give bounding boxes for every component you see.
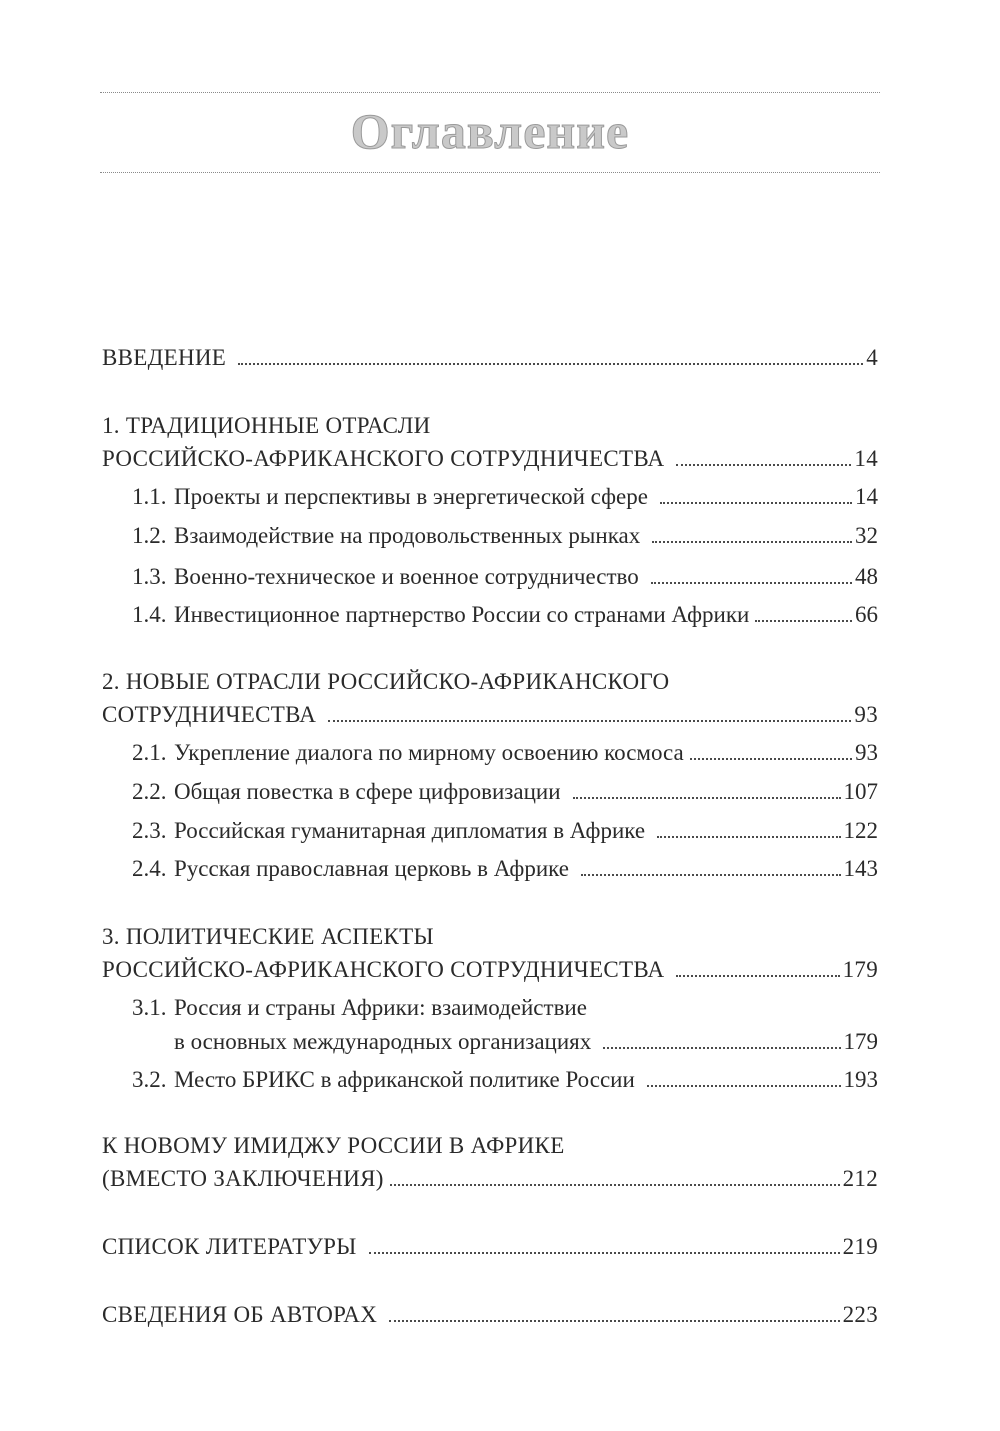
dot-leader: [652, 541, 852, 543]
toc-entry-label: Русская православная церковь в Африке: [174, 856, 569, 881]
dot-leader: [676, 464, 851, 466]
toc-page-number: 212: [842, 1166, 878, 1191]
toc-entry-authors[interactable]: [102, 1297, 878, 1333]
toc-conclusion-title-line1[interactable]: К НОВОМУ ИМИДЖУ РОССИИ В АФРИКЕ: [102, 1133, 565, 1158]
toc-entry-2-4[interactable]: [132, 851, 878, 887]
toc-entry-label: СПИСОК ЛИТЕРАТУРЫ: [102, 1234, 357, 1259]
toc-chapter-1-title-line1[interactable]: 1. ТРАДИЦИОННЫЕ ОТРАСЛИ: [102, 413, 431, 438]
toc-entry-1-4[interactable]: [132, 597, 878, 633]
toc-entry-2-2[interactable]: [132, 774, 878, 810]
toc-entry-label: в основных международных организациях: [174, 1029, 592, 1054]
section-number: 3.2.: [132, 1067, 167, 1092]
toc-page-number: 219: [842, 1234, 878, 1259]
section-number: 1.1.: [132, 484, 167, 509]
dot-leader: [755, 620, 852, 622]
section-number: 1.2.: [132, 523, 167, 548]
toc-entry-intro[interactable]: [102, 340, 878, 376]
toc-entry-3-2[interactable]: [132, 1062, 878, 1098]
toc-entry-label: Российская гуманитарная дипломатия в Африке: [174, 818, 646, 843]
dot-leader: [390, 1184, 840, 1186]
toc-entry-1-3[interactable]: [132, 559, 878, 595]
toc-page-number: 122: [843, 818, 878, 843]
toc-entry-label: Инвестиционное партнерство России со странами Африки: [174, 602, 750, 627]
dot-leader: [660, 502, 852, 504]
dot-leader: [647, 1085, 841, 1087]
section-number: 2.2.: [132, 779, 167, 804]
toc-entry-chapter-3[interactable]: [102, 952, 878, 988]
toc-page-number: 14: [854, 446, 878, 471]
toc-entry-1-1[interactable]: [132, 479, 878, 515]
toc-page-number: 66: [855, 602, 878, 627]
dot-leader: [657, 836, 840, 838]
section-number: 3.1.: [132, 995, 167, 1020]
dot-leader: [676, 975, 839, 977]
toc-entry-2-1[interactable]: [132, 735, 878, 771]
toc-entry-label: Укрепление диалога по мирному освоению космоса: [174, 740, 684, 765]
toc-page-number: 4: [866, 345, 878, 370]
dot-leader: [328, 720, 851, 722]
section-number: 1.3.: [132, 564, 167, 589]
dot-leader: [651, 582, 852, 584]
toc-entry-conclusion[interactable]: [102, 1161, 878, 1197]
bottom-rule: [100, 172, 880, 173]
toc-entry-2-3[interactable]: [132, 813, 878, 849]
toc-entry-label: Проекты и перспективы в энергетической сфере: [174, 484, 648, 509]
dot-leader: [603, 1047, 840, 1049]
page-title: Оглавление: [350, 103, 630, 159]
toc-entry-label: (ВМЕСТО ЗАКЛЮЧЕНИЯ): [102, 1166, 384, 1191]
dot-leader: [389, 1320, 839, 1322]
top-rule: [100, 92, 880, 93]
toc-page-number: 223: [842, 1302, 878, 1327]
toc-page-number: 32: [855, 523, 878, 548]
toc-page-number: 193: [843, 1067, 878, 1092]
toc-entry-label: РОССИЙСКО-АФРИКАНСКОГО СОТРУДНИЧЕСТВА: [102, 446, 665, 471]
toc-chapter-2-title-line1[interactable]: 2. НОВЫЕ ОТРАСЛИ РОССИЙСКО-АФРИКАНСКОГО: [102, 669, 670, 694]
toc-page-number: 48: [855, 564, 878, 589]
toc-page-number: 179: [843, 1029, 878, 1054]
toc-chapter-3-title-line1[interactable]: 3. ПОЛИТИЧЕСКИЕ АСПЕКТЫ: [102, 924, 434, 949]
section-number: 2.4.: [132, 856, 167, 881]
dot-leader: [581, 874, 841, 876]
toc-entry-3-1[interactable]: [174, 1024, 878, 1060]
toc-entry-label: СОТРУДНИЧЕСТВА: [102, 702, 317, 727]
toc-entry-references[interactable]: [102, 1229, 878, 1265]
dot-leader: [238, 363, 863, 365]
toc-entry-label: СВЕДЕНИЯ ОБ АВТОРАХ: [102, 1302, 378, 1327]
toc-entry-label: Россия и страны Африки: взаимодействие: [174, 995, 587, 1020]
dot-leader: [573, 797, 841, 799]
toc-page-number: 143: [843, 856, 878, 881]
toc-page-number: 179: [842, 957, 878, 982]
toc-page-number: 93: [855, 740, 878, 765]
toc-entry-label: ВВЕДЕНИЕ: [102, 345, 227, 370]
toc-page-number: 14: [855, 484, 878, 509]
toc-page-number: 93: [854, 702, 878, 727]
toc-entry-1-2[interactable]: [132, 518, 878, 554]
toc-page-number: 107: [843, 779, 878, 804]
section-number: 2.3.: [132, 818, 167, 843]
toc-entry-label: Место БРИКС в африканской политике России: [174, 1067, 635, 1092]
toc-entry-3-1-line1[interactable]: [132, 990, 587, 1026]
toc-entry-label: Общая повестка в сфере цифровизации: [174, 779, 561, 804]
toc-entry-label: Взаимодействие на продовольственных рынках: [174, 523, 641, 548]
section-number: 1.4.: [132, 602, 167, 627]
toc-entry-chapter-2[interactable]: [102, 697, 878, 733]
dot-leader: [690, 758, 852, 760]
toc-entry-label: Военно-техническое и военное сотрудничество: [174, 564, 639, 589]
dot-leader: [369, 1252, 840, 1254]
section-number: 2.1.: [132, 740, 167, 765]
toc-entry-chapter-1[interactable]: [102, 441, 878, 477]
toc-entry-label: РОССИЙСКО-АФРИКАНСКОГО СОТРУДНИЧЕСТВА: [102, 957, 665, 982]
